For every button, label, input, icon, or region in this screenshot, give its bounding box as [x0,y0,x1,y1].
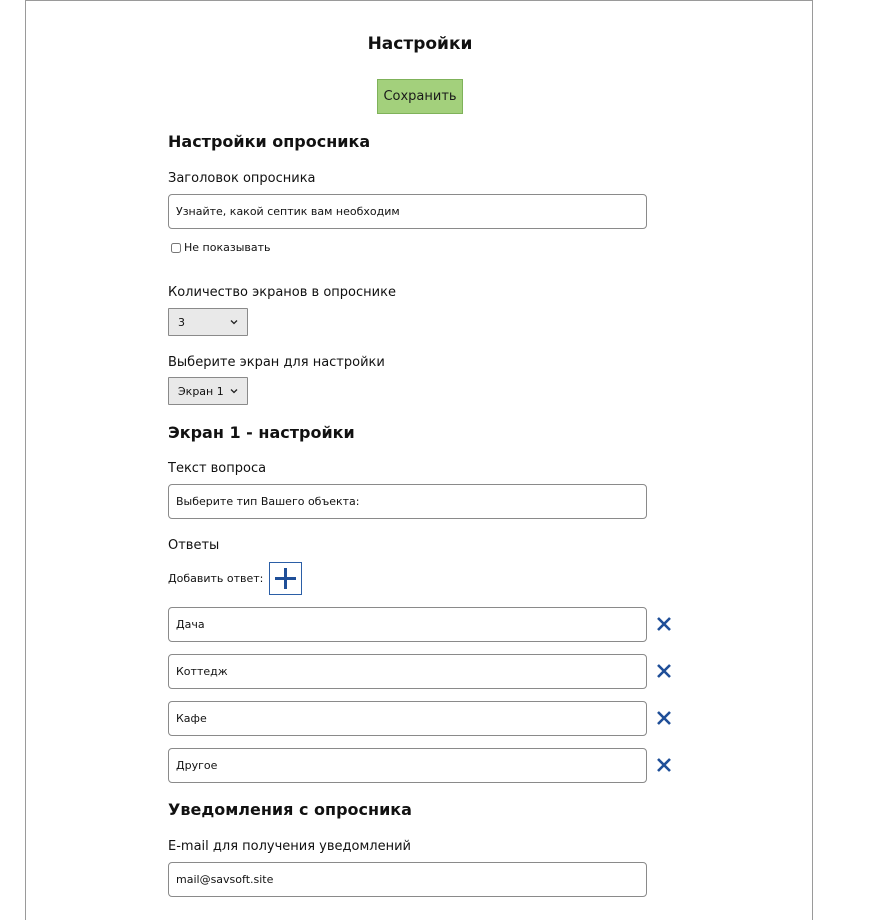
remove-answer-button[interactable] [654,614,674,634]
close-icon [656,757,672,773]
add-answer-row [168,562,302,595]
hide-title-option[interactable] [171,241,271,254]
question-text-label: Текст вопроса [168,461,267,476]
add-answer-label: Добавить ответ: [168,572,264,585]
hide-title-checkbox[interactable] [171,243,181,253]
email-input[interactable] [168,862,647,897]
remove-answer-button[interactable] [654,708,674,728]
answer-input[interactable] [168,748,647,783]
answer-input[interactable] [168,654,647,689]
screens-count-select[interactable] [168,308,248,336]
survey-settings-heading: Настройки опросника [168,132,371,151]
notifications-heading: Уведомления с опросника [168,800,412,819]
screen-select-label: Выберите экран для настройки [168,355,385,370]
question-text-input[interactable] [168,484,647,519]
close-icon [656,616,672,632]
close-icon [656,710,672,726]
chevron-down-icon [229,317,239,327]
plus-icon [273,566,298,591]
chevron-down-icon [229,386,239,396]
answer-input[interactable] [168,607,647,642]
survey-title-label: Заголовок опросника [168,171,316,186]
screen-select[interactable] [168,377,248,405]
screen-settings-heading: Экран 1 - настройки [168,423,355,442]
save-button[interactable]: Сохранить [377,79,463,114]
close-icon [656,663,672,679]
add-answer-button[interactable] [269,562,302,595]
email-label: E-mail для получения уведомлений [168,839,411,854]
remove-answer-button[interactable] [654,755,674,775]
page-title: Настройки [367,34,473,54]
survey-title-input[interactable] [168,194,647,229]
screens-count-value: 3 [178,315,185,329]
screens-count-label: Количество экранов в опроснике [168,285,396,300]
remove-answer-button[interactable] [654,661,674,681]
answers-label: Ответы [168,538,220,553]
hide-title-label: Не показывать [184,241,271,254]
screen-select-value: Экран 1 [178,384,224,398]
answer-input[interactable] [168,701,647,736]
